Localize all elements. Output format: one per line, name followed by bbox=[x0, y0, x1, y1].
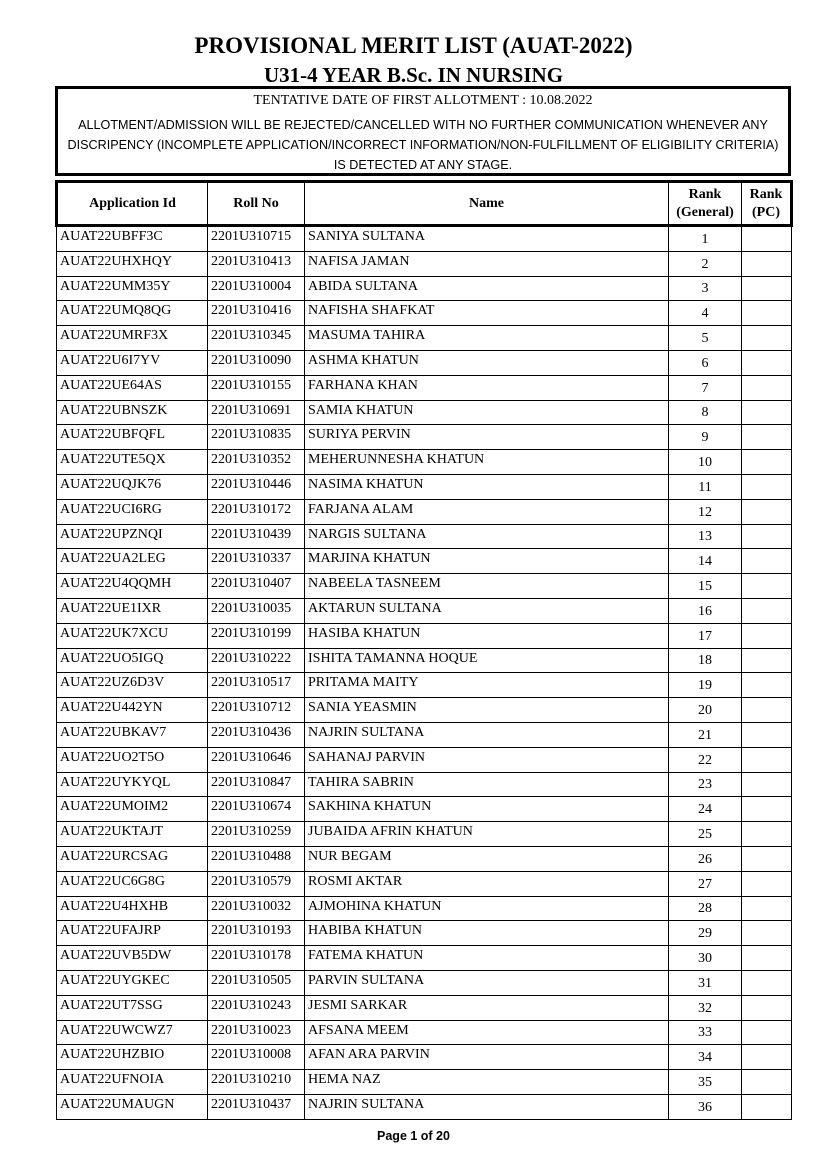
cell-rank-pc bbox=[742, 623, 792, 648]
table-row bbox=[57, 400, 792, 425]
cell-roll-no: 2201U310436 bbox=[208, 722, 305, 747]
cell-rank-pc bbox=[742, 251, 792, 276]
cell-name: MARJINA KHATUN bbox=[305, 549, 669, 574]
col-rank-general-line1: Rank bbox=[688, 186, 722, 202]
col-application-id: Application Id bbox=[57, 182, 208, 226]
cell-name: PRITAMA MAITY bbox=[305, 673, 669, 698]
cell-roll-no: 2201U310437 bbox=[208, 1094, 305, 1119]
cell-roll-no: 2201U310199 bbox=[208, 623, 305, 648]
cell-roll-no: 2201U310008 bbox=[208, 1045, 305, 1070]
cell-roll-no: 2201U310032 bbox=[208, 896, 305, 921]
cell-roll-no: 2201U310488 bbox=[208, 846, 305, 871]
table-row bbox=[57, 921, 792, 946]
cell-roll-no: 2201U310337 bbox=[208, 549, 305, 574]
table-row bbox=[57, 896, 792, 921]
cell-rank-general: 3 bbox=[669, 276, 742, 301]
table-row bbox=[57, 946, 792, 971]
notice-box bbox=[55, 86, 791, 176]
cell-application-id: AUAT22UHXHQY bbox=[57, 251, 208, 276]
cell-rank-pc bbox=[742, 946, 792, 971]
col-rank-general-line2: (General) bbox=[676, 204, 734, 220]
cell-rank-pc bbox=[742, 722, 792, 747]
cell-rank-general: 6 bbox=[669, 350, 742, 375]
cell-rank-pc bbox=[742, 425, 792, 450]
table-row bbox=[57, 772, 792, 797]
cell-name: ASHMA KHATUN bbox=[305, 350, 669, 375]
cell-name: NAFISA JAMAN bbox=[305, 251, 669, 276]
cell-rank-general: 35 bbox=[669, 1070, 742, 1095]
cell-rank-general: 30 bbox=[669, 946, 742, 971]
cell-name: JESMI SARKAR bbox=[305, 995, 669, 1020]
col-rank-pc-line2: (PC) bbox=[752, 204, 780, 220]
page-number: Page 1 of 20 bbox=[377, 1129, 450, 1143]
table-row bbox=[57, 524, 792, 549]
cell-name: ROSMI AKTAR bbox=[305, 871, 669, 896]
cell-name: MASUMA TAHIRA bbox=[305, 326, 669, 351]
cell-name: AJMOHINA KHATUN bbox=[305, 896, 669, 921]
cell-roll-no: 2201U310035 bbox=[208, 598, 305, 623]
cell-application-id: AUAT22UQJK76 bbox=[57, 474, 208, 499]
cell-application-id: AUAT22UBKAV7 bbox=[57, 722, 208, 747]
table-row bbox=[57, 549, 792, 574]
cell-roll-no: 2201U310243 bbox=[208, 995, 305, 1020]
table-row bbox=[57, 276, 792, 301]
allotment-date: TENTATIVE DATE OF FIRST ALLOTMENT : 10.08.2022 bbox=[253, 93, 593, 108]
cell-name: NAJRIN SULTANA bbox=[305, 1094, 669, 1119]
table-row bbox=[57, 747, 792, 772]
table-row bbox=[57, 474, 792, 499]
cell-rank-general: 8 bbox=[669, 400, 742, 425]
cell-rank-pc bbox=[742, 772, 792, 797]
cell-application-id: AUAT22UA2LEG bbox=[57, 549, 208, 574]
cell-name: SAMIA KHATUN bbox=[305, 400, 669, 425]
cell-rank-pc bbox=[742, 970, 792, 995]
cell-rank-general: 16 bbox=[669, 598, 742, 623]
cell-name: HABIBA KHATUN bbox=[305, 921, 669, 946]
col-rank-pc-line1: Rank bbox=[749, 186, 783, 202]
cell-rank-pc bbox=[742, 499, 792, 524]
cell-name: JUBAIDA AFRIN KHATUN bbox=[305, 822, 669, 847]
cell-application-id: AUAT22UYGKEC bbox=[57, 970, 208, 995]
cell-rank-pc bbox=[742, 574, 792, 599]
cell-roll-no: 2201U310847 bbox=[208, 772, 305, 797]
table-header-row bbox=[57, 182, 792, 226]
cell-rank-pc bbox=[742, 276, 792, 301]
cell-application-id: AUAT22UHZBIO bbox=[57, 1045, 208, 1070]
cell-rank-pc bbox=[742, 450, 792, 475]
cell-rank-general: 10 bbox=[669, 450, 742, 475]
cell-application-id: AUAT22UYKYQL bbox=[57, 772, 208, 797]
cell-name: FATEMA KHATUN bbox=[305, 946, 669, 971]
cell-rank-general: 29 bbox=[669, 921, 742, 946]
cell-name: SANIYA SULTANA bbox=[305, 226, 669, 252]
cell-application-id: AUAT22UBFQFL bbox=[57, 425, 208, 450]
cell-rank-pc bbox=[742, 921, 792, 946]
table-row bbox=[57, 574, 792, 599]
cell-rank-pc bbox=[742, 822, 792, 847]
cell-roll-no: 2201U310712 bbox=[208, 698, 305, 723]
table-row bbox=[57, 1070, 792, 1095]
table-row bbox=[57, 871, 792, 896]
cell-rank-pc bbox=[742, 747, 792, 772]
cell-application-id: AUAT22UWCWZ7 bbox=[57, 1020, 208, 1045]
cell-rank-general: 11 bbox=[669, 474, 742, 499]
table-row bbox=[57, 251, 792, 276]
cell-application-id: AUAT22UMM35Y bbox=[57, 276, 208, 301]
cell-rank-general: 21 bbox=[669, 722, 742, 747]
cell-application-id: AUAT22UK7XCU bbox=[57, 623, 208, 648]
cell-name: NASIMA KHATUN bbox=[305, 474, 669, 499]
cell-rank-general: 1 bbox=[669, 226, 742, 252]
cell-name: NUR BEGAM bbox=[305, 846, 669, 871]
cell-roll-no: 2201U310155 bbox=[208, 375, 305, 400]
cell-roll-no: 2201U310674 bbox=[208, 797, 305, 822]
cell-rank-pc bbox=[742, 1020, 792, 1045]
cell-rank-pc bbox=[742, 375, 792, 400]
cell-name: TAHIRA SABRIN bbox=[305, 772, 669, 797]
table-row bbox=[57, 673, 792, 698]
cell-application-id: AUAT22UTE5QX bbox=[57, 450, 208, 475]
cell-application-id: AUAT22UBNSZK bbox=[57, 400, 208, 425]
cell-roll-no: 2201U310439 bbox=[208, 524, 305, 549]
cell-name: SANIA YEASMIN bbox=[305, 698, 669, 723]
cell-rank-pc bbox=[742, 1070, 792, 1095]
table-row bbox=[57, 1020, 792, 1045]
cell-roll-no: 2201U310023 bbox=[208, 1020, 305, 1045]
cell-name: AKTARUN SULTANA bbox=[305, 598, 669, 623]
cell-application-id: AUAT22UMRF3X bbox=[57, 326, 208, 351]
cell-roll-no: 2201U310446 bbox=[208, 474, 305, 499]
table-row bbox=[57, 698, 792, 723]
cell-rank-pc bbox=[742, 995, 792, 1020]
cell-name: SAKHINA KHATUN bbox=[305, 797, 669, 822]
cell-roll-no: 2201U310416 bbox=[208, 301, 305, 326]
cell-rank-pc bbox=[742, 549, 792, 574]
cell-rank-pc bbox=[742, 524, 792, 549]
cell-roll-no: 2201U310691 bbox=[208, 400, 305, 425]
cell-roll-no: 2201U310413 bbox=[208, 251, 305, 276]
cell-application-id: AUAT22UVB5DW bbox=[57, 946, 208, 971]
rejection-warning: ALLOTMENT/ADMISSION WILL BE REJECTED/CANCELLED WITH NO FURTHER COMMUNICATION WHENEVER ANY DISCRIPENCY (INCOMPLETE APPLICATION/INCORRECT INFORMATION/NON-FULFILLMENT OF ELIGIBILITY CRITERIA) IS DETECTED AT ANY STAGE. bbox=[67, 118, 779, 172]
table-row bbox=[57, 450, 792, 475]
cell-name: FARJANA ALAM bbox=[305, 499, 669, 524]
cell-rank-general: 28 bbox=[669, 896, 742, 921]
table-body bbox=[57, 226, 792, 1120]
cell-name: ABIDA SULTANA bbox=[305, 276, 669, 301]
table-row bbox=[57, 995, 792, 1020]
cell-rank-general: 15 bbox=[669, 574, 742, 599]
cell-roll-no: 2201U310505 bbox=[208, 970, 305, 995]
cell-rank-general: 4 bbox=[669, 301, 742, 326]
cell-roll-no: 2201U310210 bbox=[208, 1070, 305, 1095]
cell-application-id: AUAT22U4HXHB bbox=[57, 896, 208, 921]
cell-rank-general: 14 bbox=[669, 549, 742, 574]
cell-name: ISHITA TAMANNA HOQUE bbox=[305, 648, 669, 673]
cell-application-id: AUAT22UBFF3C bbox=[57, 226, 208, 252]
cell-rank-pc bbox=[742, 846, 792, 871]
cell-application-id: AUAT22UFAJRP bbox=[57, 921, 208, 946]
table-row bbox=[57, 648, 792, 673]
cell-rank-general: 13 bbox=[669, 524, 742, 549]
cell-rank-pc bbox=[742, 673, 792, 698]
cell-rank-pc bbox=[742, 474, 792, 499]
cell-name: NARGIS SULTANA bbox=[305, 524, 669, 549]
cell-rank-general: 27 bbox=[669, 871, 742, 896]
cell-rank-general: 36 bbox=[669, 1094, 742, 1119]
table-row bbox=[57, 822, 792, 847]
cell-name: SURIYA PERVIN bbox=[305, 425, 669, 450]
cell-application-id: AUAT22UFNOIA bbox=[57, 1070, 208, 1095]
cell-rank-general: 26 bbox=[669, 846, 742, 871]
cell-roll-no: 2201U310517 bbox=[208, 673, 305, 698]
cell-application-id: AUAT22UO5IGQ bbox=[57, 648, 208, 673]
cell-application-id: AUAT22U4QQMH bbox=[57, 574, 208, 599]
cell-roll-no: 2201U310352 bbox=[208, 450, 305, 475]
cell-roll-no: 2201U310193 bbox=[208, 921, 305, 946]
table-row bbox=[57, 797, 792, 822]
cell-application-id: AUAT22UMOIM2 bbox=[57, 797, 208, 822]
table-row bbox=[57, 1094, 792, 1119]
cell-application-id: AUAT22UE64AS bbox=[57, 375, 208, 400]
cell-name: MEHERUNNESHA KHATUN bbox=[305, 450, 669, 475]
cell-application-id: AUAT22UMQ8QG bbox=[57, 301, 208, 326]
col-roll-no: Roll No bbox=[208, 182, 305, 226]
table-row bbox=[57, 425, 792, 450]
cell-rank-pc bbox=[742, 350, 792, 375]
cell-rank-general: 24 bbox=[669, 797, 742, 822]
cell-application-id: AUAT22UCI6RG bbox=[57, 499, 208, 524]
cell-rank-pc bbox=[742, 598, 792, 623]
cell-name: AFSANA MEEM bbox=[305, 1020, 669, 1045]
cell-rank-general: 22 bbox=[669, 747, 742, 772]
cell-rank-general: 20 bbox=[669, 698, 742, 723]
cell-application-id: AUAT22UKTAJT bbox=[57, 822, 208, 847]
table-row bbox=[57, 226, 792, 252]
cell-rank-general: 25 bbox=[669, 822, 742, 847]
cell-rank-general: 9 bbox=[669, 425, 742, 450]
table-row bbox=[57, 499, 792, 524]
cell-rank-pc bbox=[742, 226, 792, 252]
cell-application-id: AUAT22UZ6D3V bbox=[57, 673, 208, 698]
cell-application-id: AUAT22URCSAG bbox=[57, 846, 208, 871]
cell-rank-pc bbox=[742, 1045, 792, 1070]
merit-table bbox=[55, 180, 793, 1120]
cell-name: FARHANA KHAN bbox=[305, 375, 669, 400]
cell-roll-no: 2201U310715 bbox=[208, 226, 305, 252]
cell-roll-no: 2201U310259 bbox=[208, 822, 305, 847]
cell-name: NAJRIN SULTANA bbox=[305, 722, 669, 747]
cell-name: HASIBA KHATUN bbox=[305, 623, 669, 648]
col-rank-general bbox=[669, 182, 742, 226]
table-row bbox=[57, 722, 792, 747]
cell-name: NAFISHA SHAFKAT bbox=[305, 301, 669, 326]
cell-rank-general: 7 bbox=[669, 375, 742, 400]
cell-rank-pc bbox=[742, 400, 792, 425]
cell-name: PARVIN SULTANA bbox=[305, 970, 669, 995]
table-row bbox=[57, 598, 792, 623]
cell-roll-no: 2201U310172 bbox=[208, 499, 305, 524]
cell-roll-no: 2201U310178 bbox=[208, 946, 305, 971]
table-row bbox=[57, 846, 792, 871]
cell-rank-general: 2 bbox=[669, 251, 742, 276]
table-row bbox=[57, 301, 792, 326]
table-row bbox=[57, 1045, 792, 1070]
table-row bbox=[57, 350, 792, 375]
cell-rank-general: 18 bbox=[669, 648, 742, 673]
cell-rank-general: 12 bbox=[669, 499, 742, 524]
cell-rank-pc bbox=[742, 871, 792, 896]
cell-roll-no: 2201U310835 bbox=[208, 425, 305, 450]
cell-name: NABEELA TASNEEM bbox=[305, 574, 669, 599]
cell-roll-no: 2201U310222 bbox=[208, 648, 305, 673]
cell-rank-pc bbox=[742, 797, 792, 822]
cell-name: HEMA NAZ bbox=[305, 1070, 669, 1095]
table-row bbox=[57, 970, 792, 995]
cell-rank-general: 33 bbox=[669, 1020, 742, 1045]
cell-roll-no: 2201U310579 bbox=[208, 871, 305, 896]
cell-application-id: AUAT22UPZNQI bbox=[57, 524, 208, 549]
cell-name: AFAN ARA PARVIN bbox=[305, 1045, 669, 1070]
cell-rank-general: 5 bbox=[669, 326, 742, 351]
page-title: PROVISIONAL MERIT LIST (AUAT-2022) bbox=[194, 33, 633, 58]
cell-rank-pc bbox=[742, 896, 792, 921]
cell-application-id: AUAT22U442YN bbox=[57, 698, 208, 723]
cell-rank-pc bbox=[742, 1094, 792, 1119]
cell-name: SAHANAJ PARVIN bbox=[305, 747, 669, 772]
cell-rank-pc bbox=[742, 326, 792, 351]
cell-application-id: AUAT22UMAUGN bbox=[57, 1094, 208, 1119]
cell-roll-no: 2201U310646 bbox=[208, 747, 305, 772]
table-row bbox=[57, 375, 792, 400]
table-row bbox=[57, 326, 792, 351]
cell-rank-pc bbox=[742, 301, 792, 326]
cell-rank-pc bbox=[742, 698, 792, 723]
table-row bbox=[57, 623, 792, 648]
cell-roll-no: 2201U310004 bbox=[208, 276, 305, 301]
col-rank-pc bbox=[742, 182, 792, 226]
col-name: Name bbox=[305, 182, 669, 226]
cell-application-id: AUAT22UO2T5O bbox=[57, 747, 208, 772]
cell-application-id: AUAT22U6I7YV bbox=[57, 350, 208, 375]
cell-rank-general: 34 bbox=[669, 1045, 742, 1070]
course-subtitle: U31-4 YEAR B.Sc. IN NURSING bbox=[263, 63, 564, 87]
cell-rank-general: 19 bbox=[669, 673, 742, 698]
cell-roll-no: 2201U310090 bbox=[208, 350, 305, 375]
cell-rank-general: 17 bbox=[669, 623, 742, 648]
cell-application-id: AUAT22UE1IXR bbox=[57, 598, 208, 623]
cell-rank-pc bbox=[742, 648, 792, 673]
cell-roll-no: 2201U310345 bbox=[208, 326, 305, 351]
cell-application-id: AUAT22UC6G8G bbox=[57, 871, 208, 896]
cell-rank-general: 32 bbox=[669, 995, 742, 1020]
cell-rank-general: 23 bbox=[669, 772, 742, 797]
cell-roll-no: 2201U310407 bbox=[208, 574, 305, 599]
cell-application-id: AUAT22UT7SSG bbox=[57, 995, 208, 1020]
cell-rank-general: 31 bbox=[669, 970, 742, 995]
